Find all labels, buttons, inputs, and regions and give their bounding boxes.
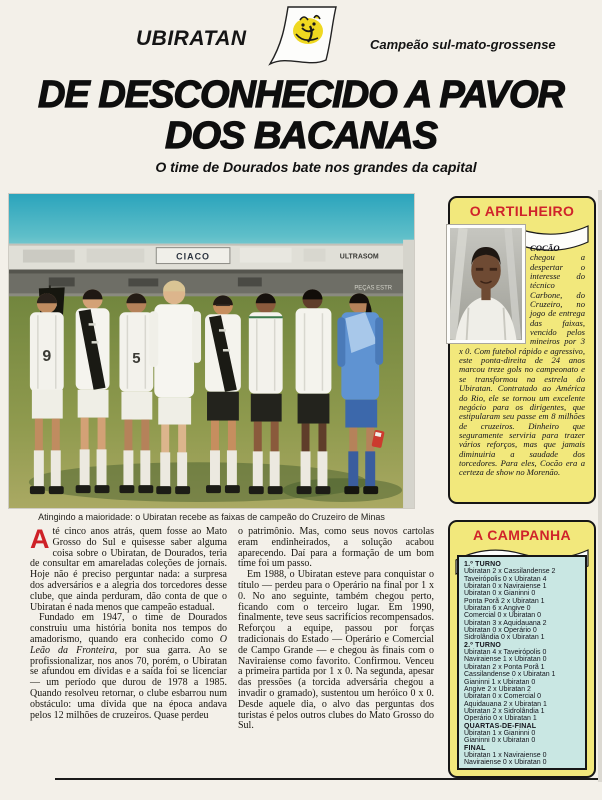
artilheiro-body	[450, 225, 594, 502]
jersey-number-5: 5	[132, 350, 141, 367]
campanha-stage-heading: 1.º TURNO	[464, 561, 502, 568]
campanha-match: Ubiratan 0 x Comercial 0	[464, 693, 542, 701]
artilheiro-title: O ARTILHEIRO	[469, 203, 575, 219]
stadium-photo-illustration	[9, 194, 414, 508]
campanha-match: Angive 2 x Ubiratan 2	[464, 685, 531, 693]
article-text: té cinco anos atrás, quem fosse ao Mato Grosso do Sul e quisesse saber alguma coisa sobre o Ubiratan, de Dourados, teria de consultar em amareladas coleções de jornais. Hoje não é preciso perguntar nada: a surpresa dos adversários e a alegria dos torcedores desse clube, que ainda perduram, dão conta de que o Ubiratan é nada menos que campeão estadual.	[30, 526, 227, 613]
headline-line1: DE DESCONHECIDO A PAVOR	[38, 74, 564, 116]
campanha-match: Ubiratan 3 x Aquidauana 2	[464, 619, 547, 627]
champion-tagline: Campeão sul-mato-grossense	[370, 37, 556, 52]
campanha-stage-heading: FINAL	[464, 744, 486, 752]
campanha-match: Ubiratan 1 x Naviraiense 0	[464, 751, 547, 759]
article-text: o patrimônio. Mas, como seus novos cartolas eram endinheirados, a solução acabou aparecendo. Daí para a formação de um bom time foi um passo.	[238, 526, 434, 570]
artilheiro-box	[448, 196, 596, 504]
striker-name: COCÃO	[530, 243, 560, 253]
ad-board-pecas: PEÇAS ESTR	[354, 285, 393, 292]
article-text: , por sua garra. Ao se profissionalizar, nos anos 70, porém, o Ubiratan se afundou em dívidas e a saída foi se licenciar — um período que durou de 1978 a 1985. Quando resolveu retornar, o clube esbarrou num obstáculo: uma dívida que na época andava pelos 12 milhões de cruzeiros. Quase perdeu	[30, 644, 228, 721]
article-text: Em 1988, o Ubiratan esteve para conquistar o título — perdeu para o Operário na final por 1 x 0. No ano seguinte, também chegou perto, ficando com o terceiro lugar. Em 1990, finalmente, teve seus sacrifícios recompensados. Reforçou a equipe, passou por forças tradicionais do Estado — Operário e Comercial de Campo Grande — e chegou às finais com o Naviraiense como favorito. Confirmou. Venceu a primeira partida por 1 x 0. Na segunda, apesar das pressões (a torcida adversária chegou a invadir o gramado), sustentou um heróico 0 x 0. Desde aquele dia, o alvo das perguntas dos turistas é pelos outros clubes do Mato Grosso do Sul.	[238, 569, 434, 732]
article-paragraph	[238, 527, 434, 570]
campanha-match: Ubiratan 0 x Naviraiense 1	[464, 583, 547, 591]
campanha-match: Cassilandense 0 x Ubiratan 1	[464, 671, 556, 679]
drop-cap: A	[30, 524, 50, 554]
jersey-number-9: 9	[42, 347, 52, 365]
campanha-match: Ubiratan 4 x Taveirópolis 0	[464, 649, 547, 657]
page-edge	[598, 190, 602, 782]
club-name: UBIRATAN	[136, 27, 247, 50]
article-column-1	[30, 524, 228, 721]
bottom-rule	[55, 778, 598, 780]
campanha-match: Gianinni 0 x Ubiratan 0	[464, 737, 536, 745]
campanha-match: Ubiratan 0 x Gianinni 0	[464, 590, 536, 598]
campanha-match: Operário 0 x Ubiratan 1	[464, 715, 537, 723]
article-paragraph	[30, 613, 227, 721]
campanha-match: Taveirópolis 0 x Ubiratan 4	[464, 575, 547, 583]
campanha-match: Sidrolândia 0 x Ubiratan 1	[464, 634, 545, 642]
club-flag-icon	[258, 4, 358, 70]
campanha-match: Ponta Porã 2 x Ubiratan 1	[464, 597, 545, 605]
campanha-match: Ubiratan 2 x Cassilandense 2	[464, 568, 556, 576]
article-text: Fundado em 1947, o time de Dourados construiu uma história bonita nos tempos do amadorismo, quando era conhecido como	[30, 612, 227, 645]
campanha-stage-heading: QUARTAS-DE-FINAL	[464, 722, 537, 730]
campanha-match: Ubiratan 6 x Angive 0	[464, 605, 531, 613]
campanha-match: Gianinni 1 x Ubiratan 0	[464, 678, 536, 686]
campanha-results-panel	[457, 555, 587, 770]
campanha-box	[448, 520, 596, 778]
article-text-italic: O Leão da Fronteira	[30, 633, 227, 656]
campanha-stage-heading: 2.º TURNO	[464, 641, 502, 649]
ad-board-ciaco: CIACO	[176, 251, 210, 262]
striker-photo	[447, 225, 525, 343]
article-paragraph	[30, 524, 227, 613]
article-column-2	[238, 527, 434, 732]
artilheiro-text-body: chegou a despertar o interesse do técnico Carbone, do Cruzeiro, no jogo de entrega das faixas, vencido pelos mineiros por 3 x 0. Com futebol rápido e agressivo, este ponta-direita de 24 anos marcou treze gols no campeonato e se transformou na estrela do Ubiratan. Contratado ao América do Rio, ele se tornou um excelente negócio para os dirigentes, que estipularam seu passe em 8 milhões de cruzeiros. Dinheiro que seguramente serviria para trazer vários reforços, mas que jamais diminuiria a saudade dos torcedores. Para eles, Cocão era a certeza de show no Morenão.	[459, 252, 585, 478]
headline-line2: DOS BACANAS	[165, 115, 437, 157]
campanha-match: Ubiratan 0 x Operário 0	[464, 627, 537, 635]
headline-subhead: O time de Dourados bate nos grandes da capital	[155, 159, 477, 175]
ad-board-ultrasom: ULTRASOM	[339, 253, 379, 261]
main-photo	[8, 193, 415, 509]
campanha-match: Ubiratan 1 x Gianinni 0	[464, 729, 536, 737]
campanha-match: Ubiratan 2 x Sidrolândia 1	[464, 707, 545, 715]
campanha-title: A CAMPANHA	[472, 527, 572, 543]
campanha-match: Naviraiense 0 x Ubiratan 0	[464, 759, 547, 767]
article-paragraph	[238, 570, 434, 732]
campanha-match: Naviraiense 1 x Ubiratan 0	[464, 656, 547, 664]
photo-caption: Atingindo a maioridade: o Ubiratan recebe as faixas de campeão do Cruzeiro de Minas	[38, 512, 385, 522]
campanha-match: Comercial 0 x Ubiratan 0	[464, 612, 542, 620]
campanha-match: Aquidauana 2 x Ubiratan 1	[464, 700, 547, 708]
campanha-match: Ubiratan 2 x Ponta Porã 1	[464, 663, 545, 671]
